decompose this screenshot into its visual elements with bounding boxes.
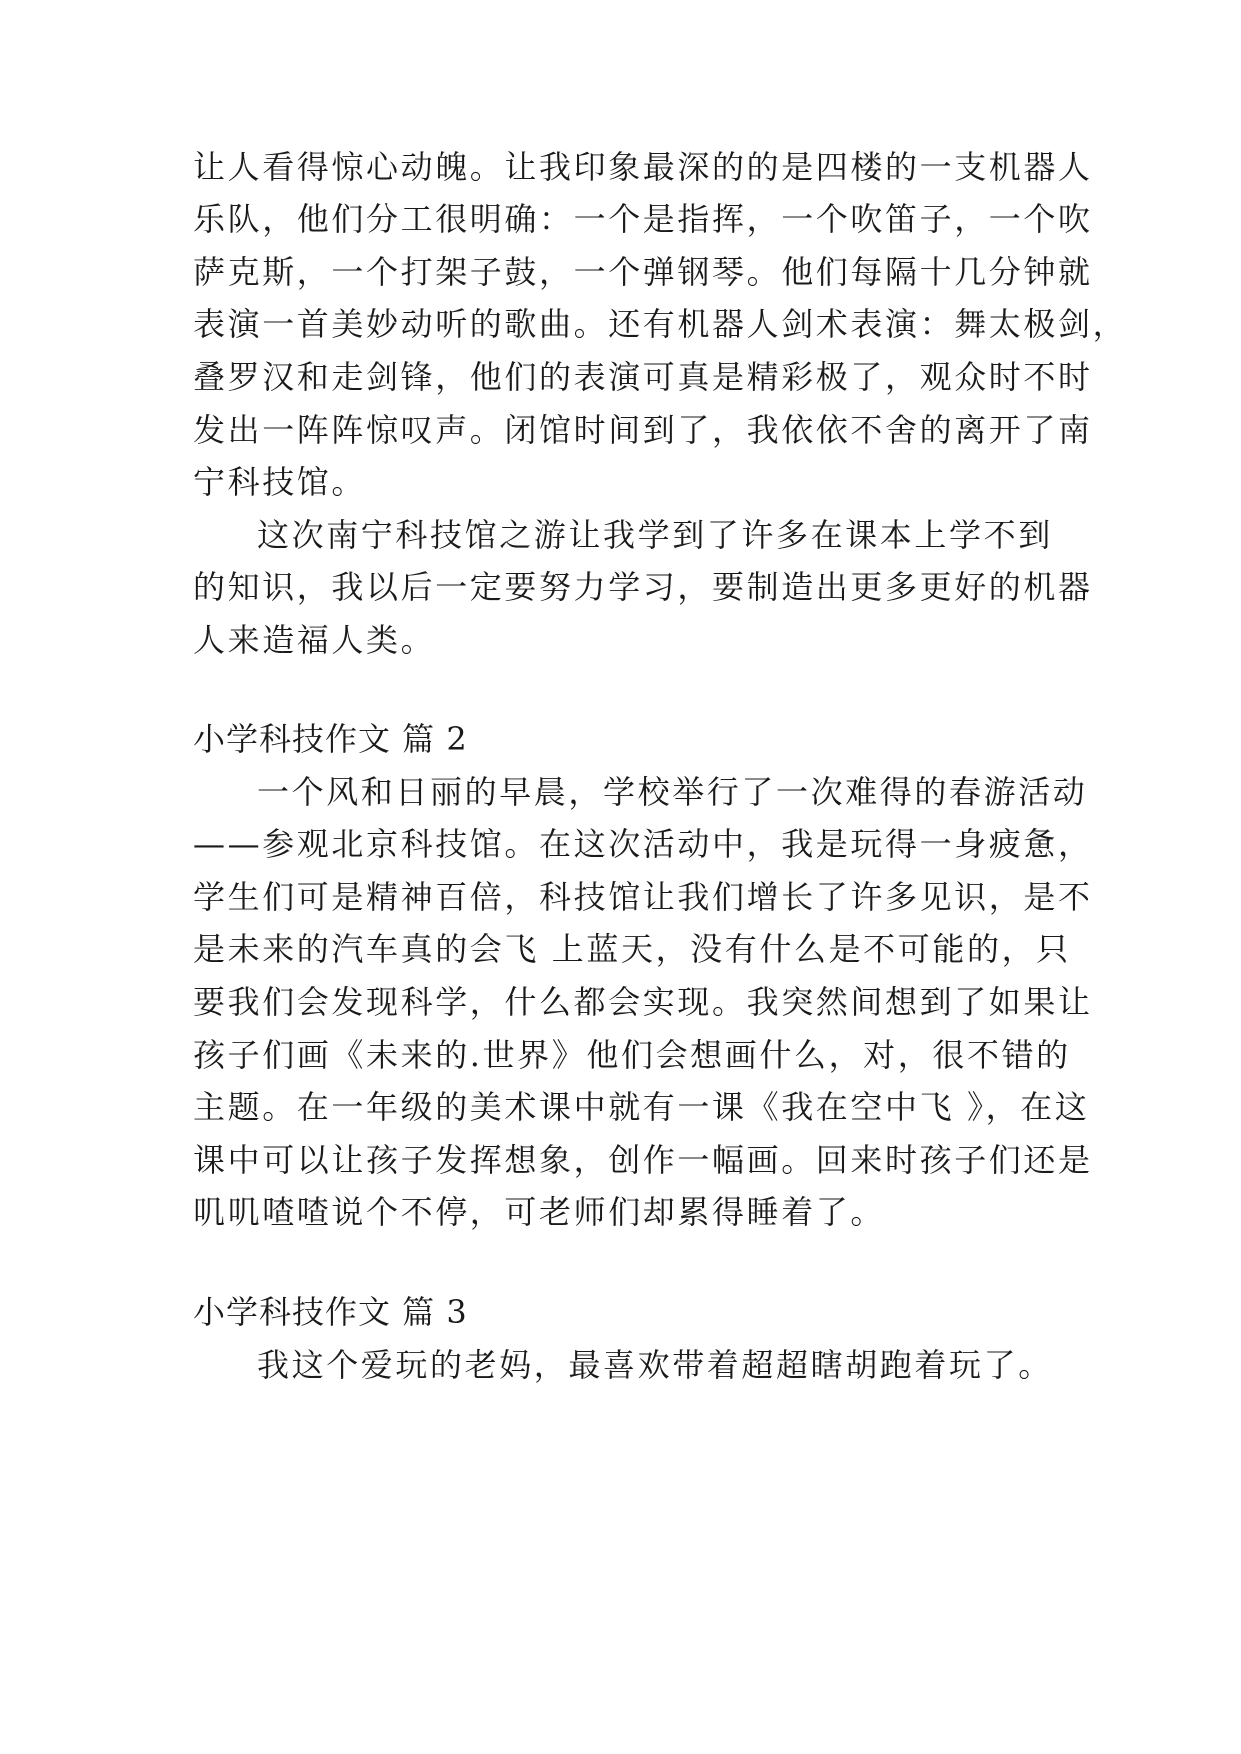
paragraph-line: 这次南宁科技馆之游让我学到了许多在课本上学不到	[257, 516, 1053, 554]
paragraph-line: 一个风和日丽的早晨，学校举行了一次难得的春游活动	[257, 773, 1088, 811]
paragraph-line: 发出一阵阵惊叹声。闭馆时间到了，我依依不舍的离开了南	[193, 411, 1093, 449]
paragraph-line: 叽叽喳喳说个不停，可老师们却累得睡着了。	[193, 1193, 886, 1231]
paragraph-line: 主题。在一年级的美术课中就有一课《我在空中飞 》，在这	[193, 1088, 1090, 1126]
paragraph-line: 人来造福人类。	[193, 621, 436, 659]
paragraph-line: 我这个爱玩的老妈，最喜欢带着超超瞎胡跑着玩了。	[257, 1346, 1053, 1384]
paragraph-line: ——参观北京科技馆。在这次活动中，我是玩得一身疲惫，	[193, 825, 1093, 863]
paragraph-line: 乐队，他们分工很明确：一个是指挥，一个吹笛子，一个吹	[193, 200, 1093, 238]
section-heading: 小学科技作文 篇 2	[193, 720, 468, 758]
paragraph-line: 表演一首美妙动听的歌曲。还有机器人剑术表演：舞太极剑，	[193, 305, 1128, 343]
paragraph-line: 课中可以让孩子发挥想象，创作一幅画。回来时孩子们还是	[193, 1141, 1093, 1179]
paragraph-line: 让人看得惊心动魄。让我印象最深的的是四楼的一支机器人	[193, 148, 1093, 186]
paragraph-line: 要我们会发现科学，什么都会实现。我突然间想到了如果让	[193, 983, 1093, 1021]
section-heading: 小学科技作文 篇 3	[193, 1293, 468, 1331]
paragraph-line: 萨克斯，一个打架子鼓，一个弹钢琴。他们每隔十几分钟就	[193, 253, 1093, 291]
paragraph-line: 叠罗汉和走剑锋，他们的表演可真是精彩极了，观众时不时	[193, 358, 1093, 396]
paragraph-line: 的知识，我以后一定要努力学习，要制造出更多更好的机器	[193, 568, 1093, 606]
paragraph-line: 孩子们画《未来的.世界》他们会想画什么，对，很不错的	[193, 1036, 1071, 1074]
paragraph-line: 宁科技馆。	[193, 463, 367, 501]
paragraph-line: 是未来的汽车真的会飞 上蓝天，没有什么是不可能的，只	[193, 930, 1071, 968]
paragraph-line: 学生们可是精神百倍，科技馆让我们增长了许多见识，是不	[193, 878, 1093, 916]
